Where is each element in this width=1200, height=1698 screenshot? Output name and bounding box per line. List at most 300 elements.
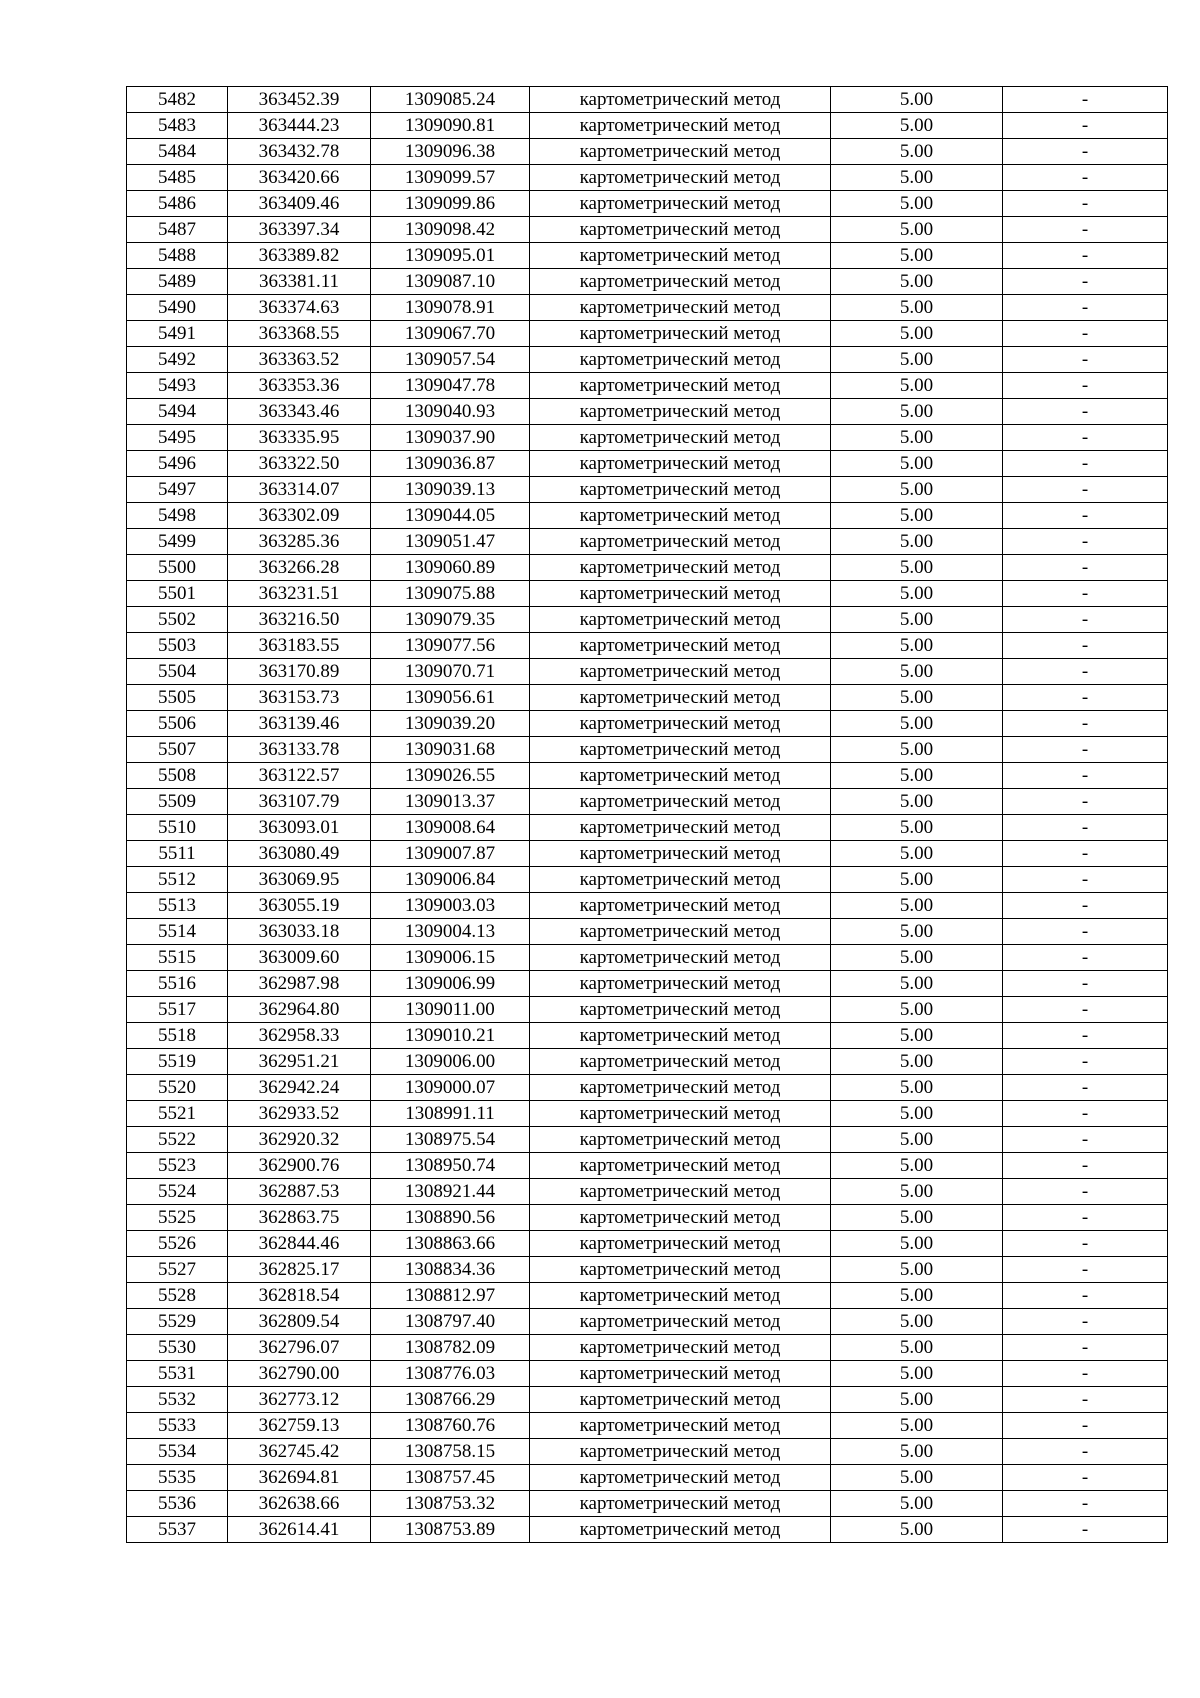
description-cell: - (1003, 945, 1168, 971)
x-coordinate-cell: 362614.41 (228, 1517, 371, 1543)
method-cell: картометрический метод (530, 555, 831, 581)
method-cell: картометрический метод (530, 997, 831, 1023)
description-cell: - (1003, 321, 1168, 347)
table-row (127, 867, 1168, 893)
point-number-cell: 5492 (127, 347, 228, 373)
table-row (127, 815, 1168, 841)
point-number-cell: 5527 (127, 1257, 228, 1283)
x-coordinate-cell: 363080.49 (228, 841, 371, 867)
method-cell: картометрический метод (530, 1283, 831, 1309)
x-coordinate-cell: 363409.46 (228, 191, 371, 217)
table-row (127, 165, 1168, 191)
method-cell: картометрический метод (530, 789, 831, 815)
y-coordinate-cell: 1309077.56 (371, 633, 530, 659)
y-coordinate-cell: 1308760.76 (371, 1413, 530, 1439)
accuracy-cell: 5.00 (831, 1439, 1003, 1465)
description-cell: - (1003, 1413, 1168, 1439)
table-row (127, 1049, 1168, 1075)
method-cell: картометрический метод (530, 139, 831, 165)
accuracy-cell: 5.00 (831, 919, 1003, 945)
x-coordinate-cell: 362745.42 (228, 1439, 371, 1465)
x-coordinate-cell: 363133.78 (228, 737, 371, 763)
description-cell: - (1003, 763, 1168, 789)
accuracy-cell: 5.00 (831, 347, 1003, 373)
description-cell: - (1003, 295, 1168, 321)
x-coordinate-cell: 363231.51 (228, 581, 371, 607)
table-row (127, 1439, 1168, 1465)
table-row (127, 763, 1168, 789)
description-cell: - (1003, 997, 1168, 1023)
method-cell: картометрический метод (530, 1231, 831, 1257)
description-cell: - (1003, 1283, 1168, 1309)
table-row (127, 1413, 1168, 1439)
y-coordinate-cell: 1308757.45 (371, 1465, 530, 1491)
point-number-cell: 5529 (127, 1309, 228, 1335)
x-coordinate-cell: 363322.50 (228, 451, 371, 477)
x-coordinate-cell: 363381.11 (228, 269, 371, 295)
table-row (127, 1361, 1168, 1387)
accuracy-cell: 5.00 (831, 1465, 1003, 1491)
description-cell: - (1003, 711, 1168, 737)
method-cell: картометрический метод (530, 1205, 831, 1231)
method-cell: картометрический метод (530, 1361, 831, 1387)
point-number-cell: 5536 (127, 1491, 228, 1517)
y-coordinate-cell: 1309057.54 (371, 347, 530, 373)
point-number-cell: 5517 (127, 997, 228, 1023)
point-number-cell: 5503 (127, 633, 228, 659)
accuracy-cell: 5.00 (831, 243, 1003, 269)
method-cell: картометрический метод (530, 191, 831, 217)
table-row (127, 373, 1168, 399)
accuracy-cell: 5.00 (831, 1387, 1003, 1413)
x-coordinate-cell: 362987.98 (228, 971, 371, 997)
y-coordinate-cell: 1309006.84 (371, 867, 530, 893)
y-coordinate-cell: 1309011.00 (371, 997, 530, 1023)
accuracy-cell: 5.00 (831, 737, 1003, 763)
method-cell: картометрический метод (530, 893, 831, 919)
y-coordinate-cell: 1308834.36 (371, 1257, 530, 1283)
point-number-cell: 5518 (127, 1023, 228, 1049)
x-coordinate-cell: 362844.46 (228, 1231, 371, 1257)
point-number-cell: 5533 (127, 1413, 228, 1439)
method-cell: картометрический метод (530, 841, 831, 867)
x-coordinate-cell: 363153.73 (228, 685, 371, 711)
accuracy-cell: 5.00 (831, 1101, 1003, 1127)
description-cell: - (1003, 1517, 1168, 1543)
x-coordinate-cell: 362796.07 (228, 1335, 371, 1361)
point-number-cell: 5500 (127, 555, 228, 581)
method-cell: картометрический метод (530, 945, 831, 971)
table-row (127, 243, 1168, 269)
method-cell: картометрический метод (530, 113, 831, 139)
method-cell: картометрический метод (530, 347, 831, 373)
table-row (127, 789, 1168, 815)
description-cell: - (1003, 347, 1168, 373)
accuracy-cell: 5.00 (831, 217, 1003, 243)
point-number-cell: 5530 (127, 1335, 228, 1361)
y-coordinate-cell: 1309003.03 (371, 893, 530, 919)
accuracy-cell: 5.00 (831, 191, 1003, 217)
point-number-cell: 5497 (127, 477, 228, 503)
accuracy-cell: 5.00 (831, 841, 1003, 867)
table-row (127, 295, 1168, 321)
table-row (127, 841, 1168, 867)
accuracy-cell: 5.00 (831, 321, 1003, 347)
x-coordinate-cell: 363033.18 (228, 919, 371, 945)
table-row (127, 113, 1168, 139)
accuracy-cell: 5.00 (831, 711, 1003, 737)
y-coordinate-cell: 1309095.01 (371, 243, 530, 269)
point-number-cell: 5513 (127, 893, 228, 919)
y-coordinate-cell: 1309085.24 (371, 87, 530, 113)
method-cell: картометрический метод (530, 1023, 831, 1049)
y-coordinate-cell: 1309040.93 (371, 399, 530, 425)
method-cell: картометрический метод (530, 633, 831, 659)
x-coordinate-cell: 362951.21 (228, 1049, 371, 1075)
accuracy-cell: 5.00 (831, 1413, 1003, 1439)
description-cell: - (1003, 1387, 1168, 1413)
table-row (127, 971, 1168, 997)
accuracy-cell: 5.00 (831, 529, 1003, 555)
y-coordinate-cell: 1309098.42 (371, 217, 530, 243)
x-coordinate-cell: 363444.23 (228, 113, 371, 139)
y-coordinate-cell: 1308797.40 (371, 1309, 530, 1335)
description-cell: - (1003, 529, 1168, 555)
y-coordinate-cell: 1309070.71 (371, 659, 530, 685)
y-coordinate-cell: 1309067.70 (371, 321, 530, 347)
method-cell: картометрический метод (530, 867, 831, 893)
x-coordinate-cell: 362933.52 (228, 1101, 371, 1127)
x-coordinate-cell: 362759.13 (228, 1413, 371, 1439)
method-cell: картометрический метод (530, 1439, 831, 1465)
y-coordinate-cell: 1309039.13 (371, 477, 530, 503)
x-coordinate-cell: 363397.34 (228, 217, 371, 243)
description-cell: - (1003, 425, 1168, 451)
description-cell: - (1003, 633, 1168, 659)
table-row (127, 1335, 1168, 1361)
method-cell: картометрический метод (530, 581, 831, 607)
table-row (127, 607, 1168, 633)
accuracy-cell: 5.00 (831, 477, 1003, 503)
accuracy-cell: 5.00 (831, 1075, 1003, 1101)
point-number-cell: 5514 (127, 919, 228, 945)
point-number-cell: 5507 (127, 737, 228, 763)
x-coordinate-cell: 362942.24 (228, 1075, 371, 1101)
accuracy-cell: 5.00 (831, 1127, 1003, 1153)
x-coordinate-cell: 363122.57 (228, 763, 371, 789)
x-coordinate-cell: 363452.39 (228, 87, 371, 113)
table-row (127, 399, 1168, 425)
point-number-cell: 5508 (127, 763, 228, 789)
method-cell: картометрический метод (530, 815, 831, 841)
description-cell: - (1003, 243, 1168, 269)
y-coordinate-cell: 1308921.44 (371, 1179, 530, 1205)
point-number-cell: 5487 (127, 217, 228, 243)
table-row (127, 451, 1168, 477)
method-cell: картометрический метод (530, 1127, 831, 1153)
coordinates-table (126, 86, 1168, 1543)
description-cell: - (1003, 737, 1168, 763)
accuracy-cell: 5.00 (831, 971, 1003, 997)
description-cell: - (1003, 87, 1168, 113)
method-cell: картометрический метод (530, 1257, 831, 1283)
y-coordinate-cell: 1308812.97 (371, 1283, 530, 1309)
point-number-cell: 5525 (127, 1205, 228, 1231)
y-coordinate-cell: 1308863.66 (371, 1231, 530, 1257)
accuracy-cell: 5.00 (831, 503, 1003, 529)
method-cell: картометрический метод (530, 451, 831, 477)
y-coordinate-cell: 1309010.21 (371, 1023, 530, 1049)
description-cell: - (1003, 1491, 1168, 1517)
y-coordinate-cell: 1309078.91 (371, 295, 530, 321)
y-coordinate-cell: 1309079.35 (371, 607, 530, 633)
y-coordinate-cell: 1309031.68 (371, 737, 530, 763)
x-coordinate-cell: 362920.32 (228, 1127, 371, 1153)
y-coordinate-cell: 1309044.05 (371, 503, 530, 529)
table-row (127, 477, 1168, 503)
description-cell: - (1003, 451, 1168, 477)
x-coordinate-cell: 363314.07 (228, 477, 371, 503)
x-coordinate-cell: 362638.66 (228, 1491, 371, 1517)
description-cell: - (1003, 1257, 1168, 1283)
y-coordinate-cell: 1308766.29 (371, 1387, 530, 1413)
table-row (127, 997, 1168, 1023)
accuracy-cell: 5.00 (831, 1335, 1003, 1361)
table-row (127, 217, 1168, 243)
method-cell: картометрический метод (530, 1465, 831, 1491)
description-cell: - (1003, 113, 1168, 139)
table-row (127, 581, 1168, 607)
accuracy-cell: 5.00 (831, 789, 1003, 815)
y-coordinate-cell: 1309007.87 (371, 841, 530, 867)
y-coordinate-cell: 1309039.20 (371, 711, 530, 737)
x-coordinate-cell: 363363.52 (228, 347, 371, 373)
x-coordinate-cell: 362887.53 (228, 1179, 371, 1205)
x-coordinate-cell: 363107.79 (228, 789, 371, 815)
description-cell: - (1003, 841, 1168, 867)
description-cell: - (1003, 1231, 1168, 1257)
point-number-cell: 5504 (127, 659, 228, 685)
table-row (127, 1023, 1168, 1049)
description-cell: - (1003, 165, 1168, 191)
description-cell: - (1003, 139, 1168, 165)
method-cell: картометрический метод (530, 1309, 831, 1335)
accuracy-cell: 5.00 (831, 373, 1003, 399)
method-cell: картометрический метод (530, 711, 831, 737)
point-number-cell: 5493 (127, 373, 228, 399)
accuracy-cell: 5.00 (831, 815, 1003, 841)
table-row (127, 893, 1168, 919)
point-number-cell: 5511 (127, 841, 228, 867)
accuracy-cell: 5.00 (831, 867, 1003, 893)
method-cell: картометрический метод (530, 1153, 831, 1179)
y-coordinate-cell: 1309090.81 (371, 113, 530, 139)
x-coordinate-cell: 363285.36 (228, 529, 371, 555)
table-row (127, 1491, 1168, 1517)
x-coordinate-cell: 363432.78 (228, 139, 371, 165)
x-coordinate-cell: 363139.46 (228, 711, 371, 737)
accuracy-cell: 5.00 (831, 1309, 1003, 1335)
table-row (127, 1283, 1168, 1309)
method-cell: картометрический метод (530, 1413, 831, 1439)
x-coordinate-cell: 363420.66 (228, 165, 371, 191)
x-coordinate-cell: 363353.36 (228, 373, 371, 399)
description-cell: - (1003, 399, 1168, 425)
description-cell: - (1003, 373, 1168, 399)
x-coordinate-cell: 362694.81 (228, 1465, 371, 1491)
table-row (127, 529, 1168, 555)
y-coordinate-cell: 1309051.47 (371, 529, 530, 555)
accuracy-cell: 5.00 (831, 1283, 1003, 1309)
table-row (127, 1153, 1168, 1179)
table-row (127, 269, 1168, 295)
description-cell: - (1003, 1309, 1168, 1335)
accuracy-cell: 5.00 (831, 269, 1003, 295)
table-row (127, 1075, 1168, 1101)
method-cell: картометрический метод (530, 165, 831, 191)
accuracy-cell: 5.00 (831, 1231, 1003, 1257)
accuracy-cell: 5.00 (831, 1491, 1003, 1517)
method-cell: картометрический метод (530, 1387, 831, 1413)
table-row (127, 1257, 1168, 1283)
x-coordinate-cell: 363216.50 (228, 607, 371, 633)
x-coordinate-cell: 362863.75 (228, 1205, 371, 1231)
y-coordinate-cell: 1309000.07 (371, 1075, 530, 1101)
x-coordinate-cell: 363093.01 (228, 815, 371, 841)
table-row (127, 659, 1168, 685)
point-number-cell: 5515 (127, 945, 228, 971)
table-row (127, 1517, 1168, 1543)
description-cell: - (1003, 1361, 1168, 1387)
table-row (127, 321, 1168, 347)
x-coordinate-cell: 362900.76 (228, 1153, 371, 1179)
description-cell: - (1003, 1049, 1168, 1075)
y-coordinate-cell: 1308776.03 (371, 1361, 530, 1387)
x-coordinate-cell: 363335.95 (228, 425, 371, 451)
accuracy-cell: 5.00 (831, 581, 1003, 607)
method-cell: картометрический метод (530, 87, 831, 113)
description-cell: - (1003, 867, 1168, 893)
y-coordinate-cell: 1309047.78 (371, 373, 530, 399)
description-cell: - (1003, 1127, 1168, 1153)
table-row (127, 1465, 1168, 1491)
point-number-cell: 5524 (127, 1179, 228, 1205)
table-row (127, 1309, 1168, 1335)
y-coordinate-cell: 1308758.15 (371, 1439, 530, 1465)
point-number-cell: 5516 (127, 971, 228, 997)
description-cell: - (1003, 1075, 1168, 1101)
method-cell: картометрический метод (530, 1335, 831, 1361)
point-number-cell: 5490 (127, 295, 228, 321)
y-coordinate-cell: 1309099.86 (371, 191, 530, 217)
description-cell: - (1003, 789, 1168, 815)
x-coordinate-cell: 362809.54 (228, 1309, 371, 1335)
point-number-cell: 5484 (127, 139, 228, 165)
point-number-cell: 5520 (127, 1075, 228, 1101)
accuracy-cell: 5.00 (831, 997, 1003, 1023)
method-cell: картометрический метод (530, 1179, 831, 1205)
description-cell: - (1003, 1465, 1168, 1491)
method-cell: картометрический метод (530, 295, 831, 321)
x-coordinate-cell: 363374.63 (228, 295, 371, 321)
accuracy-cell: 5.00 (831, 1361, 1003, 1387)
accuracy-cell: 5.00 (831, 763, 1003, 789)
accuracy-cell: 5.00 (831, 555, 1003, 581)
x-coordinate-cell: 362790.00 (228, 1361, 371, 1387)
accuracy-cell: 5.00 (831, 1179, 1003, 1205)
y-coordinate-cell: 1309036.87 (371, 451, 530, 477)
x-coordinate-cell: 363343.46 (228, 399, 371, 425)
point-number-cell: 5532 (127, 1387, 228, 1413)
description-cell: - (1003, 581, 1168, 607)
x-coordinate-cell: 363266.28 (228, 555, 371, 581)
y-coordinate-cell: 1309006.99 (371, 971, 530, 997)
accuracy-cell: 5.00 (831, 1153, 1003, 1179)
x-coordinate-cell: 363302.09 (228, 503, 371, 529)
y-coordinate-cell: 1309006.15 (371, 945, 530, 971)
y-coordinate-cell: 1308782.09 (371, 1335, 530, 1361)
y-coordinate-cell: 1308753.89 (371, 1517, 530, 1543)
description-cell: - (1003, 555, 1168, 581)
method-cell: картометрический метод (530, 1517, 831, 1543)
y-coordinate-cell: 1309099.57 (371, 165, 530, 191)
x-coordinate-cell: 362773.12 (228, 1387, 371, 1413)
accuracy-cell: 5.00 (831, 425, 1003, 451)
point-number-cell: 5488 (127, 243, 228, 269)
point-number-cell: 5489 (127, 269, 228, 295)
point-number-cell: 5535 (127, 1465, 228, 1491)
table-row (127, 1205, 1168, 1231)
description-cell: - (1003, 1101, 1168, 1127)
accuracy-cell: 5.00 (831, 295, 1003, 321)
description-cell: - (1003, 503, 1168, 529)
accuracy-cell: 5.00 (831, 1257, 1003, 1283)
method-cell: картометрический метод (530, 1049, 831, 1075)
method-cell: картометрический метод (530, 1101, 831, 1127)
point-number-cell: 5522 (127, 1127, 228, 1153)
method-cell: картометрический метод (530, 529, 831, 555)
accuracy-cell: 5.00 (831, 1205, 1003, 1231)
description-cell: - (1003, 1023, 1168, 1049)
point-number-cell: 5505 (127, 685, 228, 711)
point-number-cell: 5499 (127, 529, 228, 555)
method-cell: картометрический метод (530, 399, 831, 425)
description-cell: - (1003, 1179, 1168, 1205)
accuracy-cell: 5.00 (831, 87, 1003, 113)
method-cell: картометрический метод (530, 1075, 831, 1101)
y-coordinate-cell: 1309006.00 (371, 1049, 530, 1075)
method-cell: картометрический метод (530, 217, 831, 243)
point-number-cell: 5498 (127, 503, 228, 529)
accuracy-cell: 5.00 (831, 399, 1003, 425)
point-number-cell: 5523 (127, 1153, 228, 1179)
y-coordinate-cell: 1308753.32 (371, 1491, 530, 1517)
table-row (127, 425, 1168, 451)
x-coordinate-cell: 363368.55 (228, 321, 371, 347)
point-number-cell: 5483 (127, 113, 228, 139)
method-cell: картометрический метод (530, 373, 831, 399)
table-row (127, 685, 1168, 711)
x-coordinate-cell: 363055.19 (228, 893, 371, 919)
table-row (127, 503, 1168, 529)
method-cell: картометрический метод (530, 503, 831, 529)
description-cell: - (1003, 1439, 1168, 1465)
point-number-cell: 5501 (127, 581, 228, 607)
x-coordinate-cell: 362958.33 (228, 1023, 371, 1049)
table-row (127, 945, 1168, 971)
point-number-cell: 5495 (127, 425, 228, 451)
y-coordinate-cell: 1309004.13 (371, 919, 530, 945)
